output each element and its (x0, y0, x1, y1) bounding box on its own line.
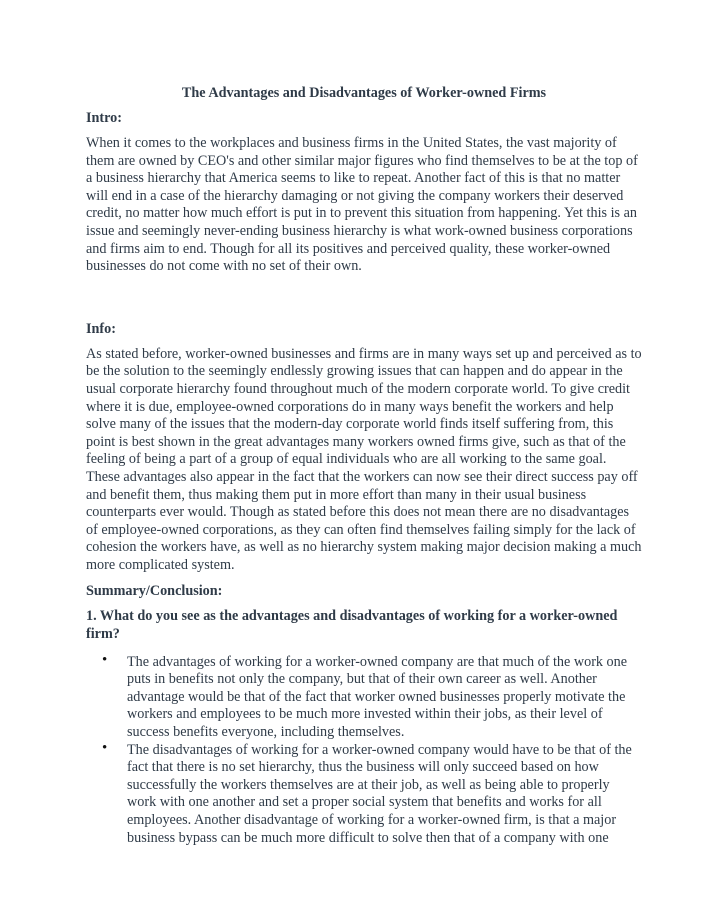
document-page (86, 84, 642, 847)
answer-list (86, 651, 642, 848)
section-spacer (86, 284, 642, 320)
answer-disadvantages (86, 739, 642, 848)
answer-advantages-text: The advantages of working for a worker-owned company are that much of the work one puts in benefits not only the company, but that of their own career as well. Another advantage would be that of the fact that worker owned businesses properly motivate the workers and employees to be much more invested within their jobs, as their level of success benefits everyone, including themselves. (127, 653, 628, 741)
bullet-icon: • (102, 651, 108, 668)
info-paragraph: As stated before, worker-owned businesses and firms are in many ways set up and perceived as to be the solution to the seemingly endlessly growing issues that can happen and do appear in the usual corporate hierarchy found throughout much of the modern corporate world. To give credit where it is due, employee-owned corporations do in many ways benefit the workers and help solve many of the issues that the modern-day corporate world finds itself suffering from, this point is best shown in the great advantages many workers owned firms give, such as that of the feeling of being a part of a group of equal individuals who are all working to the same goal. These advantages also appear in the fact that the workers can now see their direct success pay off and benefit them, thus making them put in more effort than many in their usual business counterparts ever would. Though as stated before this does not mean there are no disadvantages of employee-owned corporations, as they can often find themselves failing simply for the lack of cohesion the workers have, as well as no hierarchy system making major decision making a much more complicated system. (86, 345, 642, 573)
document-title: The Advantages and Disadvantages of Worker-owned Firms (181, 85, 547, 101)
answer-disadvantages-text: The disadvantages of working for a worker-owned company would have to be that of the fact that there is no set hierarchy, thus the business will only succeed based on how successfully the workers themselves are at their job, as well as being able to properly work with one another and set a proper social system that benefits and works for all employees. Another disadvantage of working for a worker-owned firm, is that a major business bypass can be much more difficult to solve then that of a company with one (127, 741, 632, 846)
bullet-icon: • (102, 739, 108, 756)
intro-paragraph: When it comes to the workplaces and business firms in the United States, the vast majority of them are owned by CEO's and other similar major figures who find themselves to be at the top of a business hierarchy that America seems to like to repeat. Another fact of this is that no matter will end in a case of the hierarchy damaging or not giving the company workers their deserved credit, no matter how much effort is put in to prevent this situation from happening. Yet this is an issue and seemingly never-ending business hierarchy is what work-owned business corporations and firms aim to end. Though for all its positives and perceived quality, these worker-owned businesses do not come with no set of their own. (86, 135, 638, 275)
info-heading: Info: (86, 320, 116, 337)
summary-heading: Summary/Conclusion: (86, 583, 223, 600)
intro-heading: Intro: (86, 110, 122, 126)
answer-advantages (86, 651, 642, 742)
question-1: 1. What do you see as the advantages and disadvantages of working for a worker-owned firm? (86, 608, 618, 643)
